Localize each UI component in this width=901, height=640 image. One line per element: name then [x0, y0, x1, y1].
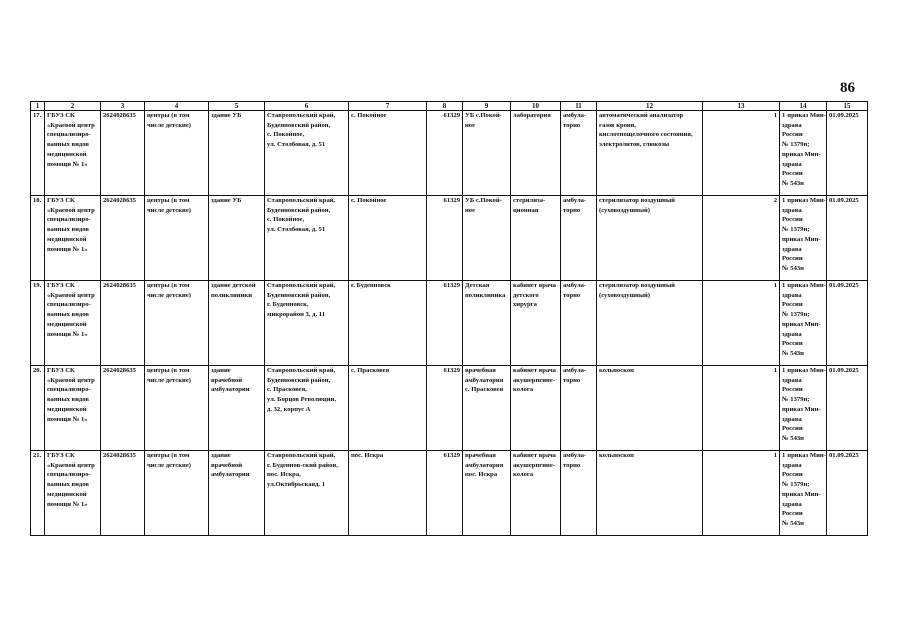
organization-line: ГБУЗ СК — [47, 112, 75, 119]
order-line: России — [782, 510, 803, 518]
order-line: здрава — [782, 121, 802, 129]
quantity-value: 1 — [773, 112, 777, 119]
order-line: здрава — [782, 245, 802, 253]
column-number: 13 — [703, 102, 780, 111]
care-condition-line: торно — [563, 291, 581, 299]
order-line: здрава — [782, 330, 802, 338]
order-line: приказ Мин- — [782, 150, 821, 158]
care-condition-line: амбула- — [563, 282, 587, 289]
inn-cell: 2624028635 — [101, 451, 145, 536]
building-line: здание — [211, 367, 231, 374]
order-line: приказ Мин- — [782, 235, 821, 243]
address-line: Буденновский район, — [267, 121, 331, 129]
quantity-value: 1 — [782, 197, 786, 204]
room-cell — [511, 366, 561, 451]
room-line: ционная — [513, 206, 539, 214]
quantity-cell — [703, 451, 780, 536]
equipment-line: кольпоскоп — [599, 367, 634, 374]
table-row — [31, 196, 868, 281]
column-number: 1 — [31, 102, 45, 111]
care-condition-cell — [561, 366, 597, 451]
organization-cell — [45, 196, 101, 281]
room-cell — [511, 111, 561, 196]
order-cell — [780, 451, 827, 536]
settlement-cell: г. Буденновск — [349, 281, 427, 366]
quantity-cell — [703, 281, 780, 366]
column-number: 11 — [561, 102, 597, 111]
table-body — [31, 111, 868, 536]
order-line: приказ Мин- — [787, 452, 826, 459]
quantity-cell — [703, 111, 780, 196]
institution-type-cell — [145, 281, 209, 366]
equipment-line: стерилизатор воздушный — [599, 282, 675, 289]
order-line: № 543н — [782, 349, 804, 357]
order-line: здрава — [782, 160, 802, 168]
address-line: Ставропольский край, — [267, 112, 336, 119]
building-line: врачебной — [211, 376, 243, 384]
institution-type-line: числе детские) — [147, 121, 191, 129]
column-number: 14 — [780, 102, 827, 111]
row-number: 19. — [31, 281, 45, 366]
unit-line: амбулатория — [465, 376, 504, 384]
row-number: 17. — [31, 111, 45, 196]
organization-line: медицинской — [47, 235, 87, 243]
room-line: колога — [513, 386, 534, 394]
care-condition-line: амбула- — [563, 367, 587, 374]
care-condition-line: торно — [563, 461, 581, 469]
order-line: № 543н — [782, 434, 804, 442]
code-cell: 61329 — [427, 451, 463, 536]
building-cell — [209, 366, 265, 451]
unit-cell — [463, 196, 511, 281]
address-line: д. 32, корпус А — [267, 405, 311, 413]
unit-line: с. Прасковея — [465, 386, 504, 394]
organization-line: помощи № 1» — [47, 500, 88, 508]
institution-type-line: центры (в том — [147, 452, 190, 459]
address-line: Буденновский район, — [267, 291, 331, 299]
organization-line: ГБУЗ СК — [47, 197, 75, 204]
column-number: 2 — [45, 102, 101, 111]
order-line: России — [782, 170, 803, 178]
care-condition-cell — [561, 281, 597, 366]
room-line: лаборатория — [513, 112, 551, 119]
organization-line: «Краевой центр — [47, 206, 95, 214]
quantity-value: 1 — [782, 367, 786, 374]
order-cell — [780, 366, 827, 451]
address-line: ул. Борцов Революции, — [267, 396, 336, 404]
settlement-cell: с. Прасковея — [349, 366, 427, 451]
column-number: 15 — [827, 102, 868, 111]
room-line: кабинет врача — [513, 452, 556, 459]
building-cell — [209, 111, 265, 196]
building-line: здание УБ — [211, 112, 242, 119]
quantity-value: 1 — [782, 112, 786, 119]
order-line: России — [782, 216, 803, 224]
room-line: колога — [513, 471, 534, 479]
organization-line: медицинской — [47, 150, 87, 158]
order-line: № 1379н; — [782, 396, 810, 404]
room-cell — [511, 451, 561, 536]
building-line: амбулатории — [211, 471, 250, 479]
order-line: № 543н — [782, 264, 804, 272]
building-cell — [209, 451, 265, 536]
quantity-value: 1 — [773, 452, 777, 459]
order-line: приказ Мин- — [782, 405, 821, 413]
institution-type-line: числе детские) — [147, 291, 191, 299]
order-line: России — [782, 340, 803, 348]
table-row — [31, 366, 868, 451]
code-cell: 61329 — [427, 366, 463, 451]
code-cell: 61329 — [427, 111, 463, 196]
date-cell: 01.09.2025 — [827, 111, 868, 196]
order-cell — [780, 111, 827, 196]
address-cell — [265, 111, 349, 196]
order-line: России — [782, 386, 803, 394]
settlement-cell: пос. Искра — [349, 451, 427, 536]
quantity-cell — [703, 366, 780, 451]
institution-type-line: центры (в том — [147, 282, 190, 289]
address-line: с. Покойное, — [267, 216, 305, 224]
equipment-line: газов крови, — [599, 121, 636, 129]
organization-cell — [45, 366, 101, 451]
code-cell: 61329 — [427, 196, 463, 281]
column-number: 3 — [101, 102, 145, 111]
organization-line: специализиро- — [47, 386, 91, 394]
inn-cell: 2624028635 — [101, 281, 145, 366]
order-line: № 1379н; — [782, 226, 810, 234]
address-cell — [265, 281, 349, 366]
institution-type-line: центры (в том — [147, 367, 190, 374]
address-line: г. Буденновск, — [267, 301, 309, 309]
equipment-cell — [597, 451, 703, 536]
organization-line: ГБУЗ СК — [47, 367, 75, 374]
table-row — [31, 281, 868, 366]
row-number: 18. — [31, 196, 45, 281]
quantity-value: 1 — [773, 367, 777, 374]
organization-line: ванных видов — [47, 226, 89, 234]
address-line: микрорайон 3, д. 11 — [267, 311, 326, 319]
date-cell: 01.09.2025 — [827, 281, 868, 366]
column-number: 9 — [463, 102, 511, 111]
building-line: амбулатории — [211, 386, 250, 394]
order-line: здрава — [782, 415, 802, 423]
room-cell — [511, 196, 561, 281]
organization-line: помощи № 1» — [47, 160, 88, 168]
order-line: приказ Мин- — [782, 320, 821, 328]
equipment-cell — [597, 281, 703, 366]
order-cell — [780, 281, 827, 366]
unit-cell — [463, 451, 511, 536]
page-number: 86 — [840, 80, 855, 96]
settlement-cell: с. Покойное — [349, 111, 427, 196]
organization-line: помощи № 1» — [47, 245, 88, 253]
institution-type-cell — [145, 111, 209, 196]
room-line: кабинет врача — [513, 367, 556, 374]
care-condition-cell — [561, 451, 597, 536]
order-cell — [780, 196, 827, 281]
address-line: ул.Октябрьскаяд. 1 — [267, 481, 325, 489]
equipment-line: кислотнощелочного состояния, — [599, 131, 693, 139]
order-line: № 1379н; — [782, 141, 810, 149]
equipment-table — [30, 101, 868, 536]
equipment-cell — [597, 111, 703, 196]
room-line: акушерпгине- — [513, 376, 555, 384]
equipment-line: (суховоздушный) — [599, 291, 650, 299]
care-condition-line: амбула- — [563, 112, 587, 119]
quantity-value: 2 — [773, 197, 777, 204]
organization-line: специализиро- — [47, 131, 91, 139]
table-row — [31, 451, 868, 536]
order-line: приказ Мин- — [787, 367, 826, 374]
building-cell — [209, 196, 265, 281]
equipment-cell — [597, 196, 703, 281]
quantity-value: 1 — [773, 282, 777, 289]
organization-line: помощи № 1» — [47, 330, 88, 338]
organization-line: специализиро- — [47, 216, 91, 224]
unit-line: УБ с.Покой- — [465, 112, 502, 119]
unit-line: амбулатория — [465, 461, 504, 469]
address-line: ул. Столбовая, д. 51 — [267, 141, 326, 149]
unit-line: Детская — [465, 282, 490, 289]
row-number: 21. — [31, 451, 45, 536]
institution-type-line: числе детские) — [147, 461, 191, 469]
quantity-value: 1 — [782, 282, 786, 289]
order-line: здрава — [782, 461, 802, 469]
organization-line: специализиро- — [47, 471, 91, 479]
order-line: приказ Мин- — [787, 197, 826, 204]
order-line: приказ Мин- — [787, 112, 826, 119]
order-line: № 1379н; — [782, 481, 810, 489]
column-number: 6 — [265, 102, 349, 111]
organization-line: специализиро- — [47, 301, 91, 309]
room-cell — [511, 281, 561, 366]
order-line: России — [782, 471, 803, 479]
address-line: с. Прасковея, — [267, 386, 307, 394]
inn-cell: 2624028635 — [101, 111, 145, 196]
room-line: акушерпгине- — [513, 461, 555, 469]
institution-type-line: числе детские) — [147, 206, 191, 214]
column-number: 7 — [349, 102, 427, 111]
address-line: ул. Столбовая, д. 51 — [267, 226, 326, 234]
column-number: 5 — [209, 102, 265, 111]
institution-type-cell — [145, 451, 209, 536]
organization-line: ванных видов — [47, 141, 89, 149]
building-line: врачебной — [211, 461, 243, 469]
organization-line: «Краевой центр — [47, 121, 95, 129]
unit-line: ное — [465, 121, 476, 129]
organization-line: ГБУЗ СК — [47, 452, 75, 459]
building-line: здание УБ — [211, 197, 242, 204]
unit-line: поликлиника — [465, 291, 506, 299]
unit-line: врачебная — [465, 367, 496, 374]
organization-line: ванных видов — [47, 396, 89, 404]
inn-cell: 2624028635 — [101, 196, 145, 281]
column-number: 4 — [145, 102, 209, 111]
date-cell: 01.09.2025 — [827, 196, 868, 281]
room-line: кабинет врача — [513, 282, 556, 289]
organization-line: медицинской — [47, 490, 87, 498]
date-cell: 01.09.2025 — [827, 366, 868, 451]
organization-line: помощи № 1» — [47, 415, 88, 423]
address-line: г. Буденнов-ский район, — [267, 461, 338, 469]
organization-line: ванных видов — [47, 481, 89, 489]
order-line: № 1379н; — [782, 311, 810, 319]
institution-type-cell — [145, 366, 209, 451]
quantity-value: 1 — [782, 452, 786, 459]
unit-line: пос. Искра — [465, 471, 498, 479]
unit-line: врачебная — [465, 452, 496, 459]
care-condition-cell — [561, 111, 597, 196]
order-line: здрава — [782, 376, 802, 384]
address-line: Ставропольский край, — [267, 452, 336, 459]
order-line: России — [782, 131, 803, 139]
order-line: приказ Мин- — [787, 282, 826, 289]
equipment-line: кольпоскоп — [599, 452, 634, 459]
address-line: с. Покойное, — [267, 131, 305, 139]
organization-line: «Краевой центр — [47, 461, 95, 469]
order-line: России — [782, 255, 803, 263]
quantity-cell — [703, 196, 780, 281]
order-line: здрава — [782, 500, 802, 508]
care-condition-cell — [561, 196, 597, 281]
organization-line: ванных видов — [47, 311, 89, 319]
institution-type-cell — [145, 196, 209, 281]
equipment-line: стерилизатор воздушный — [599, 197, 675, 204]
organization-cell — [45, 451, 101, 536]
unit-cell — [463, 366, 511, 451]
address-line: Буденновский район, — [267, 376, 331, 384]
address-cell — [265, 366, 349, 451]
organization-cell — [45, 281, 101, 366]
organization-line: медицинской — [47, 405, 87, 413]
equipment-line: электролитов, глюкозы — [599, 141, 670, 149]
equipment-cell — [597, 366, 703, 451]
address-line: Ставропольский край, — [267, 367, 336, 374]
organization-cell — [45, 111, 101, 196]
institution-type-line: числе детские) — [147, 376, 191, 384]
organization-line: «Краевой центр — [47, 291, 95, 299]
care-condition-line: торно — [563, 206, 581, 214]
order-line: России — [782, 425, 803, 433]
care-condition-line: амбула- — [563, 452, 587, 459]
care-condition-line: амбула- — [563, 197, 587, 204]
address-cell — [265, 451, 349, 536]
address-line: Ставропольский край, — [267, 197, 336, 204]
code-cell: 61329 — [427, 281, 463, 366]
building-line: здание детской — [211, 282, 256, 289]
building-line: поликлиники — [211, 291, 253, 299]
equipment-line: (суховоздушный) — [599, 206, 650, 214]
order-line: № 543н — [782, 519, 804, 527]
inn-cell: 2624028635 — [101, 366, 145, 451]
date-cell: 01.09.2025 — [827, 451, 868, 536]
organization-line: медицинской — [47, 320, 87, 328]
address-line: пос. Искра, — [267, 471, 301, 479]
order-line: здрава — [782, 291, 802, 299]
unit-line: ное — [465, 206, 476, 214]
column-number: 8 — [427, 102, 463, 111]
unit-cell — [463, 111, 511, 196]
order-line: России — [782, 301, 803, 309]
equipment-line: автоматический анализатор — [599, 112, 684, 119]
order-line: приказ Мин- — [782, 490, 821, 498]
organization-line: «Краевой центр — [47, 376, 95, 384]
room-line: стерилиза- — [513, 197, 546, 204]
settlement-cell: с. Покойное — [349, 196, 427, 281]
unit-cell — [463, 281, 511, 366]
building-cell — [209, 281, 265, 366]
organization-line: ГБУЗ СК — [47, 282, 75, 289]
unit-line: УБ с.Покой- — [465, 197, 502, 204]
institution-type-line: центры (в том — [147, 112, 190, 119]
table-row — [31, 111, 868, 196]
building-line: здание — [211, 452, 231, 459]
address-line: Ставропольский край, — [267, 282, 336, 289]
order-line: здрава — [782, 206, 802, 214]
care-condition-line: торно — [563, 121, 581, 129]
order-line: № 543н — [782, 179, 804, 187]
address-line: Буденновский район, — [267, 206, 331, 214]
room-line: детского — [513, 291, 539, 299]
care-condition-line: торно — [563, 376, 581, 384]
row-number: 20. — [31, 366, 45, 451]
column-number: 12 — [597, 102, 703, 111]
address-cell — [265, 196, 349, 281]
room-line: хирурга — [513, 301, 537, 309]
column-number: 10 — [511, 102, 561, 111]
column-number-header-row — [31, 102, 868, 111]
institution-type-line: центры (в том — [147, 197, 190, 204]
